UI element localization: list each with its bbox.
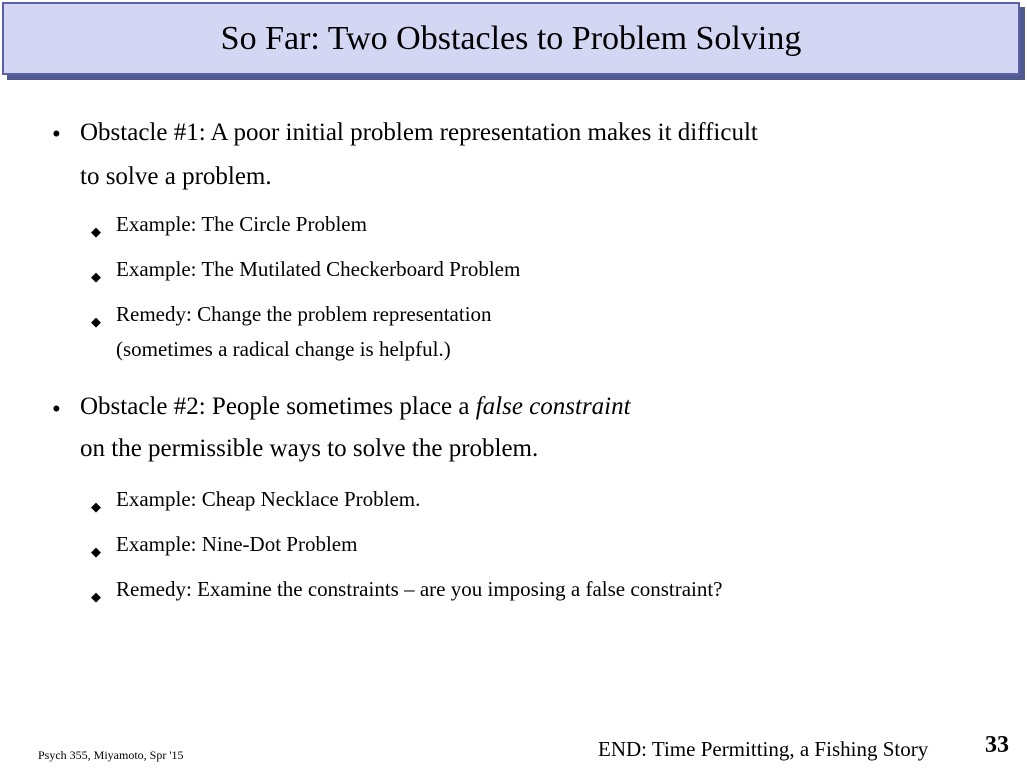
obstacle-2-remedy: Remedy: Examine the constraints – are you imposing a false constraint? bbox=[116, 577, 723, 601]
slide-title-box bbox=[2, 2, 1020, 75]
obstacle-2-example-1: Example: Cheap Necklace Problem. bbox=[116, 487, 421, 511]
obstacle-2-line-1 bbox=[80, 387, 631, 427]
diamond-bullet-icon: ◆ bbox=[91, 589, 101, 604]
diamond-bullet-icon: ◆ bbox=[91, 544, 101, 559]
end-note: END: Time Permitting, a Fishing Story bbox=[598, 737, 929, 761]
course-footer: Psych 355, Miyamoto, Spr '15 bbox=[38, 748, 184, 762]
false-constraint-emphasis: false constraint bbox=[475, 393, 631, 420]
bullet-icon: • bbox=[52, 396, 61, 423]
diamond-bullet-icon: ◆ bbox=[91, 269, 101, 284]
obstacle-2-line-1-text: Obstacle #2: People sometimes place a bbox=[80, 393, 476, 420]
obstacle-1-remedy-note: (sometimes a radical change is helpful.) bbox=[116, 337, 451, 361]
bullet-icon: • bbox=[52, 121, 61, 148]
obstacle-1-example-2: Example: The Mutilated Checkerboard Problem bbox=[116, 257, 521, 281]
diamond-bullet-icon: ◆ bbox=[91, 314, 101, 329]
obstacle-1-line-2: to solve a problem. bbox=[80, 163, 272, 190]
diamond-bullet-icon: ◆ bbox=[91, 499, 101, 514]
obstacle-2-example-2: Example: Nine-Dot Problem bbox=[116, 532, 358, 556]
obstacle-1-remedy: Remedy: Change the problem representation bbox=[116, 302, 492, 326]
slide-title: So Far: Two Obstacles to Problem Solving bbox=[220, 19, 802, 57]
diamond-bullet-icon: ◆ bbox=[91, 224, 101, 239]
obstacle-2-line-2: on the permissible ways to solve the problem. bbox=[80, 435, 539, 462]
obstacle-1-example-1: Example: The Circle Problem bbox=[116, 212, 367, 236]
page-number: 33 bbox=[985, 732, 1009, 758]
obstacle-1-line-1: Obstacle #1: A poor initial problem representation makes it difficult bbox=[80, 119, 758, 146]
